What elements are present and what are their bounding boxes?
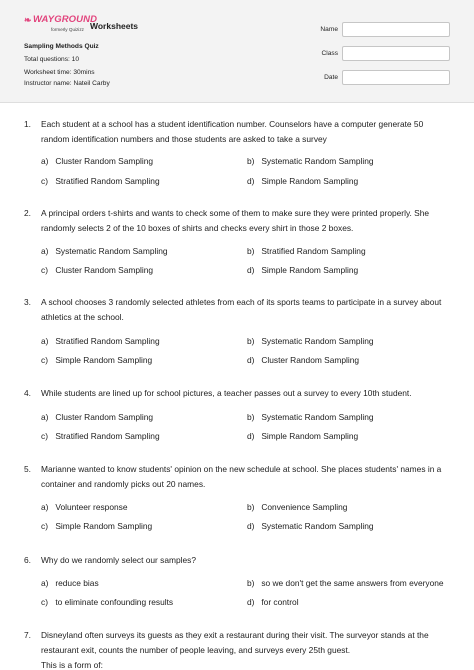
date-field[interactable] (342, 70, 450, 85)
answer-option: c) Stratified Random Sampling (41, 176, 160, 186)
class-field[interactable] (342, 46, 450, 61)
answer-option: d) for control (247, 597, 299, 607)
name-field[interactable] (342, 22, 450, 37)
question-number: 7. (24, 630, 31, 640)
question-number: 6. (24, 555, 31, 565)
answer-option: d) Cluster Random Sampling (247, 355, 360, 365)
question-text: Why do we randomly select our samples? (41, 555, 197, 565)
answer-option: b) Systematic Random Sampling (247, 336, 374, 346)
instructor-name: Instructor name: Nateil Carby (24, 80, 110, 87)
answer-option: b) Systematic Random Sampling (247, 156, 374, 166)
question-text: A principal orders t-shirts and wants to check some of them to make sure they were printed properly. She randomly selects 2 of the 10 boxes of shirts and checks every shirt in those 2 boxes. (41, 208, 430, 233)
wayground-logo (24, 14, 98, 36)
quiz-title: Sampling Methods Quiz (24, 43, 99, 50)
brand-name: WAYGROUND (33, 14, 98, 25)
answer-option: a) Cluster Random Sampling (41, 412, 154, 422)
answer-option: d) Simple Random Sampling (247, 431, 359, 441)
answer-option: c) to eliminate confounding results (41, 597, 174, 607)
answer-option: c) Stratified Random Sampling (41, 431, 160, 441)
answer-option: b) Convenience Sampling (247, 502, 348, 512)
worksheet-header (0, 0, 474, 103)
date-label: Date (324, 74, 338, 81)
question-text: Marianne wanted to know students' opinion on the new schedule at school. She places students' names in a container and randomly picks out 20 names. (41, 464, 442, 489)
question-number: 4. (24, 388, 31, 398)
answer-option: c) Cluster Random Sampling (41, 265, 154, 275)
question-text: A school chooses 3 randomly selected athletes from each of its sports teams to participate in a survey about athletics at the school. (41, 297, 442, 322)
answer-option: a) Systematic Random Sampling (41, 246, 168, 256)
answer-option: b) Systematic Random Sampling (247, 412, 374, 422)
question-number: 2. (24, 208, 31, 218)
question-number: 5. (24, 464, 31, 474)
answer-option: b) Stratified Random Sampling (247, 246, 366, 256)
answer-option: c) Simple Random Sampling (41, 355, 153, 365)
answer-option: a) Cluster Random Sampling (41, 156, 154, 166)
answer-option: a) Stratified Random Sampling (41, 336, 160, 346)
question-number: 1. (24, 119, 31, 129)
answer-option: a) reduce bias (41, 578, 99, 588)
brand-subtitle: formerly Quizizz (51, 27, 84, 32)
answer-option: d) Systematic Random Sampling (247, 521, 374, 531)
question-text: While students are lined up for school pictures, a teacher passes out a survey to every 10th student. (41, 388, 412, 398)
class-label: Class (321, 50, 338, 57)
answer-option: a) Volunteer response (41, 502, 128, 512)
worksheet-time: Worksheet time: 30mins (24, 69, 95, 76)
section-title: Worksheets (90, 21, 139, 31)
total-questions: Total questions: 10 (24, 56, 79, 63)
answer-option: d) Simple Random Sampling (247, 176, 359, 186)
answer-option: b) so we don't get the same answers from everyone (247, 578, 444, 588)
logo-mark-icon: ❧ (24, 15, 32, 25)
question-text: Disneyland often surveys its guests as they exit a restaurant during their visit. The surveyor stands at the restaurant exit, counts the number of people leaving, and surveys every 25th guest. This is a form of: (41, 630, 429, 670)
question-text: Each student at a school has a student identification number. Counselors have a computer generate 50 random identification numbers and those students are asked to take a survey (41, 119, 424, 144)
name-label: Name (320, 26, 338, 33)
answer-option: c) Simple Random Sampling (41, 521, 153, 531)
question-number: 3. (24, 297, 31, 307)
answer-option: d) Simple Random Sampling (247, 265, 359, 275)
